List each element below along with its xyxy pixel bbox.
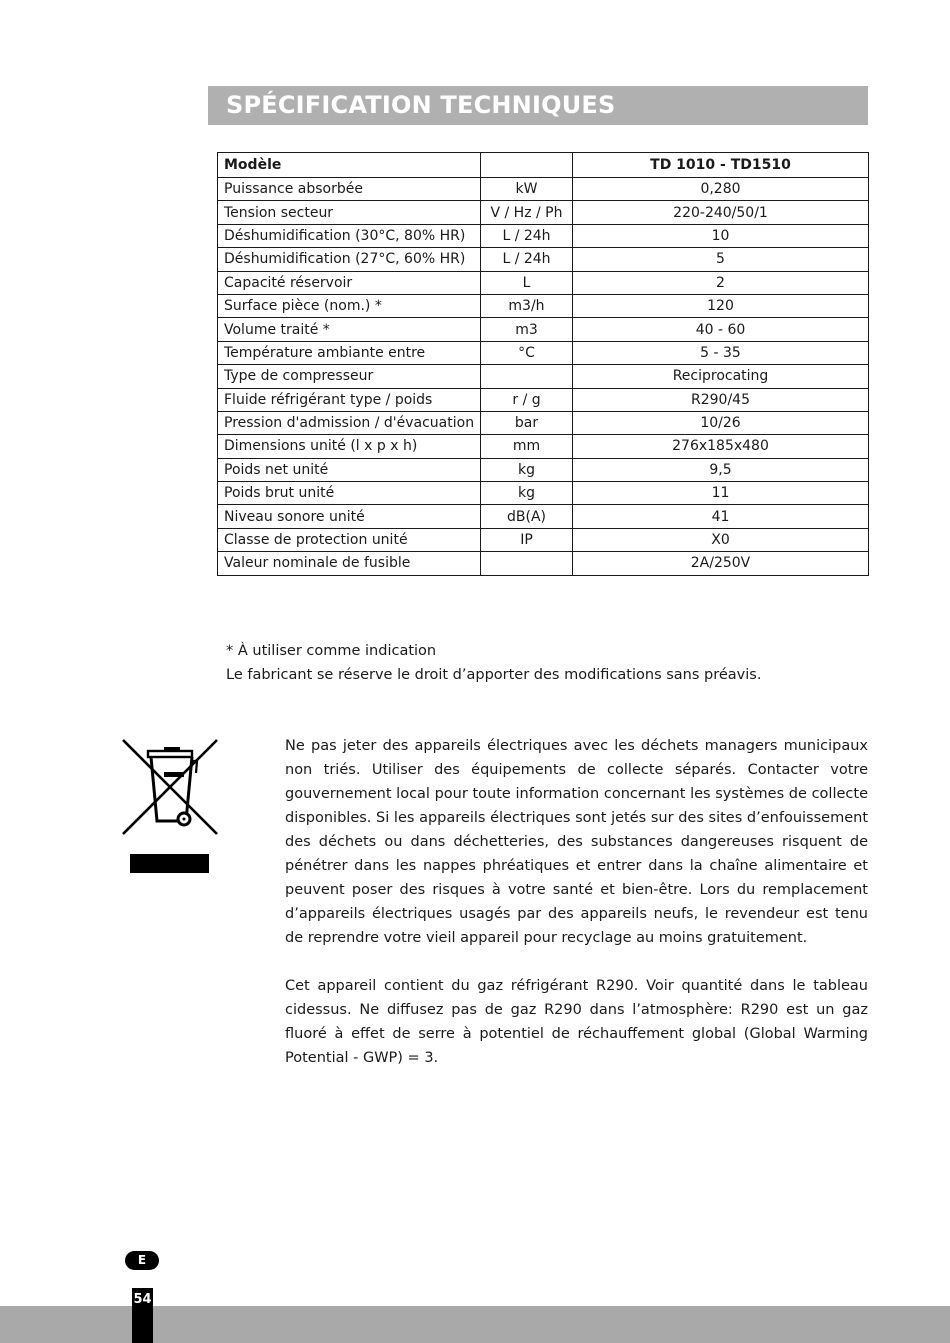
spec-table [217, 152, 869, 576]
table-row [218, 201, 869, 224]
cell-unit: mm [481, 435, 573, 458]
cell-label: Fluide réfrigérant type / poids [218, 388, 481, 411]
table-row [218, 318, 869, 341]
cell-unit [481, 365, 573, 388]
cell-value: 276x185x480 [573, 435, 869, 458]
cell-label: Niveau sonore unité [218, 505, 481, 528]
cell-label: Température ambiante entre [218, 341, 481, 364]
table-header-row [218, 153, 869, 178]
cell-label: Dimensions unité (l x p x h) [218, 435, 481, 458]
page-number: 54 [133, 1292, 152, 1307]
weee-black-bar [130, 854, 209, 873]
table-row [218, 505, 869, 528]
table-row [218, 435, 869, 458]
cell-value: 2A/250V [573, 552, 869, 575]
cell-label: Valeur nominale de fusible [218, 552, 481, 575]
cell-label: Poids brut unité [218, 482, 481, 505]
table-row [218, 341, 869, 364]
table-row [218, 271, 869, 294]
header-unit [481, 153, 573, 178]
table-row [218, 224, 869, 247]
cell-value: 5 [573, 248, 869, 271]
cell-unit [481, 552, 573, 575]
cell-label: Poids net unité [218, 458, 481, 481]
table-row [218, 178, 869, 201]
header-label: Modèle [218, 153, 481, 178]
cell-label: Capacité réservoir [218, 271, 481, 294]
table-row [218, 294, 869, 317]
cell-label: Pression d'admission / d'évacuation [218, 411, 481, 434]
table-row [218, 248, 869, 271]
cell-value: 120 [573, 294, 869, 317]
cell-value: 10/26 [573, 411, 869, 434]
cell-unit: L / 24h [481, 224, 573, 247]
table-row [218, 365, 869, 388]
cell-value: R290/45 [573, 388, 869, 411]
cell-value: 41 [573, 505, 869, 528]
cell-label: Déshumidification (30°C, 80% HR) [218, 224, 481, 247]
table-row [218, 552, 869, 575]
cell-unit: IP [481, 528, 573, 551]
table-row [218, 458, 869, 481]
cell-label: Puissance absorbée [218, 178, 481, 201]
cell-label: Type de compresseur [218, 365, 481, 388]
cell-unit: dB(A) [481, 505, 573, 528]
cell-value: 220-240/50/1 [573, 201, 869, 224]
cell-value: 9,5 [573, 458, 869, 481]
cell-label: Déshumidification (27°C, 60% HR) [218, 248, 481, 271]
disposal-paragraph: Ne pas jeter des appareils électriques avec les déchets managers municipaux non triés. Utiliser des équipements de collecte séparés. Contacter votre gouvernement local pour toute information concernant les systèmes de collecte disponibles. Si les appareils électriques sont jetés sur des sites d’enfouissement des déchets ou dans déchetteries, des substances dangereuses risquent de pénétrer dans les nappes phréatiques et entrer dans la chaîne alimentaire et peuvent poser des risques à votre santé et bien-être. Lors du remplacement d’appareils électriques usagés par des appareils neufs, le revendeur est tenu de reprendre votre vieil appareil pour recyclage au moins gratuitement. [285, 738, 868, 946]
table-row [218, 528, 869, 551]
body-text [285, 734, 868, 1094]
cell-label: Classe de protection unité [218, 528, 481, 551]
note-modifications: Le fabricant se réserve le droit d’apporter des modifications sans préavis. [226, 667, 762, 683]
cell-unit: m3/h [481, 294, 573, 317]
cell-unit: L [481, 271, 573, 294]
header-model: TD 1010 - TD1510 [573, 153, 869, 178]
cell-unit: r / g [481, 388, 573, 411]
cell-unit: bar [481, 411, 573, 434]
table-row [218, 411, 869, 434]
cell-unit: kW [481, 178, 573, 201]
cell-value: 2 [573, 271, 869, 294]
language-badge: E [125, 1251, 159, 1270]
refrigerant-paragraph: Cet appareil contient du gaz réfrigérant R290. Voir quantité dans le tableau cidessus. Ne diffusez pas de gaz R290 dans l’atmosphère: R290 est un gaz fluoré à effet de serre à potentiel de réchauffement global (Global Warming Potential - GWP) = 3. [285, 978, 868, 1066]
cell-value: 11 [573, 482, 869, 505]
table-row [218, 388, 869, 411]
cell-value: X0 [573, 528, 869, 551]
cell-value: 0,280 [573, 178, 869, 201]
cell-value: 10 [573, 224, 869, 247]
notes [226, 639, 761, 687]
cell-unit: kg [481, 458, 573, 481]
cell-label: Surface pièce (nom.) * [218, 294, 481, 317]
title-bar [208, 86, 868, 125]
page-title: SPÉCIFICATION TECHNIQUES [226, 91, 616, 119]
note-indication: * À utiliser comme indication [226, 643, 437, 659]
cell-unit: L / 24h [481, 248, 573, 271]
cell-value: 40 - 60 [573, 318, 869, 341]
cell-label: Volume traité * [218, 318, 481, 341]
spec-table-body [218, 178, 869, 576]
table-row [218, 482, 869, 505]
cell-unit: °C [481, 341, 573, 364]
cell-unit: kg [481, 482, 573, 505]
cell-value: 5 - 35 [573, 341, 869, 364]
cell-value: Reciprocating [573, 365, 869, 388]
cell-label: Tension secteur [218, 201, 481, 224]
cell-unit: V / Hz / Ph [481, 201, 573, 224]
cell-unit: m3 [481, 318, 573, 341]
